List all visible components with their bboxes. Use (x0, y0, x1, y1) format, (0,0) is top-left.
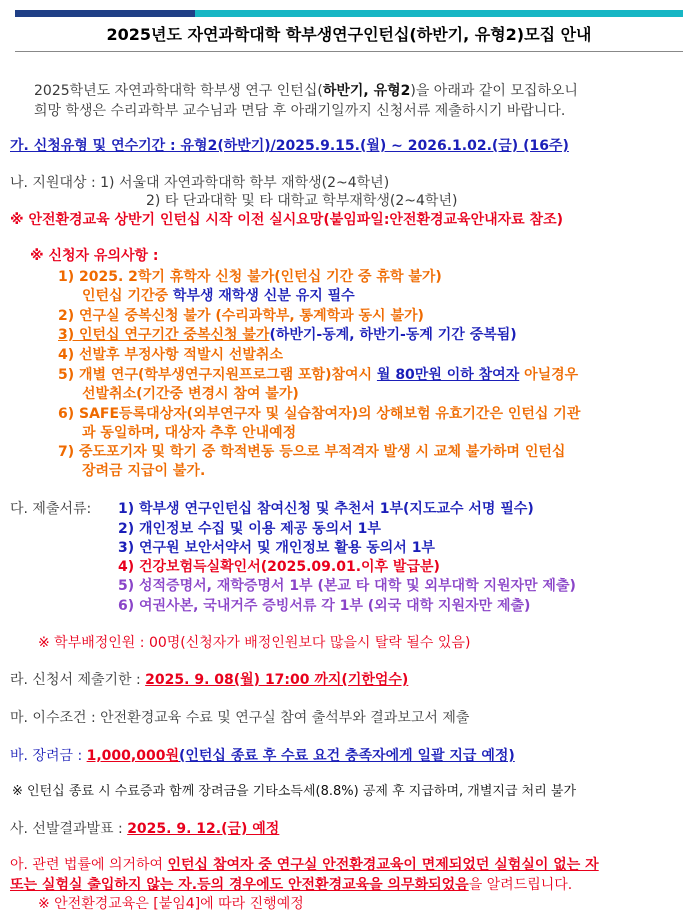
page-title: 2025년도 자연과학대학 학부생연구인턴십(하반기, 유형2)모집 안내 (15, 19, 683, 52)
note-1b: 인턴십 기간중 학부생 재학생 신분 유지 필수 (82, 288, 355, 304)
note-5: 5) 개별 연구(학부생연구지원프로그램 포함)참여시 월 80만원 이하 참여자 아닐경우 (58, 367, 579, 383)
note-5b: 선발취소(기간중 변경시 참여 불가) (82, 386, 299, 402)
doc-5: 5) 성적증명서, 재학증명서 1부 (본교 타 대학 및 외부대학 지원자만 제출) (118, 578, 576, 594)
intro-line-1 (34, 82, 578, 100)
section-ra: 라. 신청서 제출기한 : 2025. 9. 08(월) 17:00 까지(기한엄수) (10, 672, 409, 688)
intro-text-bold: 하반기, 유형2 (322, 83, 411, 99)
section-na-line-1: 나. 지원대상 : 1) 서울대 자연과학대학 학부 재학생(2~4학년) (10, 175, 390, 191)
section-ma: 마. 이수조건 : 안전환경교육 수료 및 연구실 참여 출석부와 결과보고서 제출 (10, 710, 470, 726)
note-6a: 6) SAFE등록대상자(외부연구자 및 실습참여자)의 상해보험 유효기간은 인턴십 기관 (58, 406, 581, 422)
doc-4: 4) 건강보험득실확인서(2025.09.01.이후 발급분) (118, 559, 440, 575)
note-7a: 7) 중도포기자 및 학기 중 학적변동 등으로 부적격자 발생 시 교체 불가하며 인턴십 (58, 444, 566, 460)
doc-6: 6) 여권사본, 국내거주 증빙서류 각 1부 (외국 대학 지원자만 제출) (118, 598, 531, 614)
section-na-line-2: 2) 타 단과대학 및 타 대학교 학부재학생(2~4학년) (146, 193, 458, 209)
section-ba: 바. 장려금 : 1,000,000원(인턴십 종료 후 수료 요건 충족자에게 일괄 지급 예정) (10, 748, 515, 764)
intro-text-a: 2025학년도 자연과학대학 학부생 연구 인턴십( (34, 83, 323, 99)
note-6b: 과 동일하며, 대상자 추후 안내예정 (82, 425, 297, 441)
section-ga: 가. 신청유형 및 연수기간 : 유형2(하반기)/2025.9.15.(월) ∼ 2026.1.02.(금) (16주) (10, 138, 569, 154)
doc-3: 3) 연구원 보안서약서 및 개인정보 활용 동의서 1부 (118, 540, 435, 556)
note-2: 2) 연구실 중복신청 불가 (수리과학부, 통계학과 동시 불가) (58, 308, 424, 324)
incentive-tax-note: ※ 인턴십 종료 시 수료증과 함께 장려금을 기타소득세(8.8%) 공제 후 지급하며, 개별지급 처리 불가 (12, 784, 577, 799)
notes-heading: ※ 신청자 유의사항 : (30, 248, 159, 264)
note-1a: 1) 2025. 2학기 휴학자 신청 불가(인턴십 기간 중 휴학 불가) (58, 269, 442, 285)
doc-2: 2) 개인정보 수집 및 이용 제공 동의서 1부 (118, 521, 381, 537)
section-a-line-1: 아. 관련 법률에 의거하여 인턴십 참여자 중 연구실 안전환경교육이 면제되었던 실험실이 없는 자 (10, 857, 599, 873)
note-3: 3) 인턴십 연구기간 중복신청 불가(하반기-동계, 하반기-동계 기간 중복됨) (58, 327, 517, 343)
section-sa: 사. 선발결과발표 : 2025. 9. 12.(금) 예정 (10, 821, 280, 837)
safety-notice: ※ 안전환경교육 상반기 인턴십 시작 이전 실시요망(붙임파일:안전환경교육안내자료 참조) (10, 212, 563, 228)
doc-1: 1) 학부생 연구인턴십 참여신청 및 추천서 1부(지도교수 서명 필수) (118, 501, 534, 517)
section-da-label: 다. 제출서류: (10, 501, 92, 517)
top-color-bar (15, 10, 683, 17)
top-bar-blue (15, 10, 195, 17)
section-a-line-2: 또는 실험실 출입하지 않는 자.등의 경우에도 안전환경교육을 의무화되었음을 알려드립니다. (10, 877, 573, 893)
section-a-line-3: ※ 안전환경교육은 [붙임4]에 따라 진행예정 (38, 896, 304, 912)
note-4: 4) 선발후 부정사항 적발시 선발취소 (58, 347, 283, 363)
intro-text-c: )을 아래과 같이 모집하오니 (410, 83, 578, 99)
top-bar-cyan (195, 10, 683, 17)
intro-line-2: 희망 학생은 수리과학부 교수님과 면담 후 아래기일까지 신청서류 제출하시기 바랍니다. (34, 103, 566, 119)
quota-note: ※ 학부배정인원 : 00명(신청자가 배정인원보다 많을시 탈락 될수 있음) (38, 635, 471, 651)
note-7b: 장려금 지급이 불가. (82, 463, 206, 479)
